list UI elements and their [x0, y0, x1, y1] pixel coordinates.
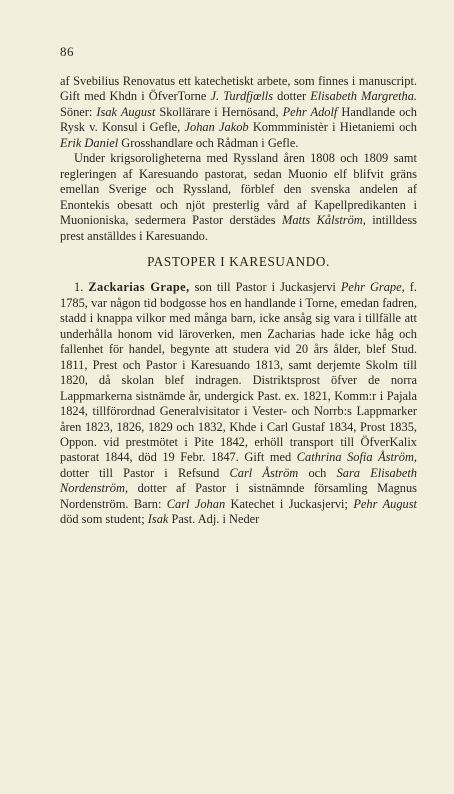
- text-run: intilldess prest anställdes i Karesuando.: [60, 213, 417, 243]
- text-run: Kommministèr i Hietaniemi och: [248, 120, 417, 135]
- person-name: Erik Daniel: [60, 135, 119, 150]
- person-name: Cathrina Sofia Åström,: [296, 450, 417, 465]
- text-run: dotter: [273, 89, 311, 104]
- paragraph-grape-family: [60, 74, 417, 151]
- text-run: Skollärare i Hernösand,: [155, 104, 283, 119]
- text-run: f. 1785, var någon tid bodgosse hos en handlande i Torne, emedan fadren, stadd i knappa vilkor med många barn, icke ansåg sig vara i tillfälle att underhålla honom vid läroverken, men Zacharias hade icke håg och fallenhet för handel, begynte att studera vid 20 års ålder, blef Stud. 1811, Prest och Pastor i Karesuando 1813, samt derjemte Skolm till 1820, då skolan blef indragen. Distriktsprost öfver de norra Lappmarkerna sistnämde år, undergick Past. ex. 1821, Komm:r i Pajala 1824, tillförordnad Generalvisitator i Vester- och Norrb:s Lappmarker åren 1823, 1826, 1829 och 1832, Khde i Carl Gustaf 1834, Prost 1835, Oppon. vid prestmötet i Pite 1842, erhöll transport till ÖfverKalix pastorat 1844, död 19 Febr. 1847. Gift med: [60, 280, 417, 465]
- person-name: Pehr August: [353, 496, 417, 511]
- person-name: Matts Kålström,: [282, 213, 366, 228]
- person-name: Johan Jakob: [184, 120, 249, 135]
- text-run: dotter till Pastor i Refsund: [60, 465, 230, 480]
- text-run: Under krigsoroligheterna med Ryssland åren 1808 och 1809 samt regleringen af Karesuando pastorat, sedan Muonio elf blifvit gräns emellan Sverige och Ryssland, förblef den svenska andelen af Enontekis obesatt och njöt presterlig vård af Kapellpredikanten i Muonioniska, sedermera Pastor derstädes: [60, 151, 417, 228]
- person-name: Sara Elisabeth Nordenström,: [60, 465, 417, 496]
- person-name: Pehr Grape,: [340, 280, 405, 295]
- text-run: Grosshandlare och Rådman i Gefle.: [118, 135, 299, 150]
- body-text: [60, 74, 417, 528]
- text-run: Past. Adj. i Neder: [168, 512, 260, 527]
- text-run: dotter af Pastor i sistnämnde församling Magnus Nordenström. Barn:: [60, 481, 417, 511]
- person-name: Isak August: [96, 104, 156, 119]
- text-run: son till Pastor i Juckasjervi: [189, 280, 341, 295]
- text-run: Handlande och Rysk v. Konsul i Gefle,: [60, 104, 418, 135]
- text-run: Söner:: [60, 104, 97, 119]
- entry-number: 1.: [74, 280, 84, 295]
- person-name: Carl Åström: [229, 465, 299, 480]
- person-name: Elisabeth Margretha.: [310, 89, 417, 104]
- text-run: Katechet i Juckasjervi;: [225, 496, 354, 511]
- section-heading: PASTOPER I KARESUANDO.: [147, 253, 330, 269]
- entry-zackarias-grape: [60, 280, 417, 527]
- text-run: af Svebilius Renovatus ett katechetiskt arbete, som finnes i manuscript. Gift med Khdn i ÖfverTorne: [60, 74, 417, 104]
- person-name: Pehr Adolf: [282, 104, 338, 119]
- entry-name: Zackarias Grape,: [88, 280, 190, 295]
- text-run: och: [298, 465, 337, 480]
- person-name: Isak: [147, 512, 169, 527]
- page-number: 86: [60, 44, 74, 59]
- paragraph-war-period: [60, 151, 417, 244]
- text-run: död som student;: [60, 512, 148, 527]
- person-name: J. Turdfjœlls: [210, 89, 274, 104]
- person-name: Carl Johan: [166, 496, 226, 511]
